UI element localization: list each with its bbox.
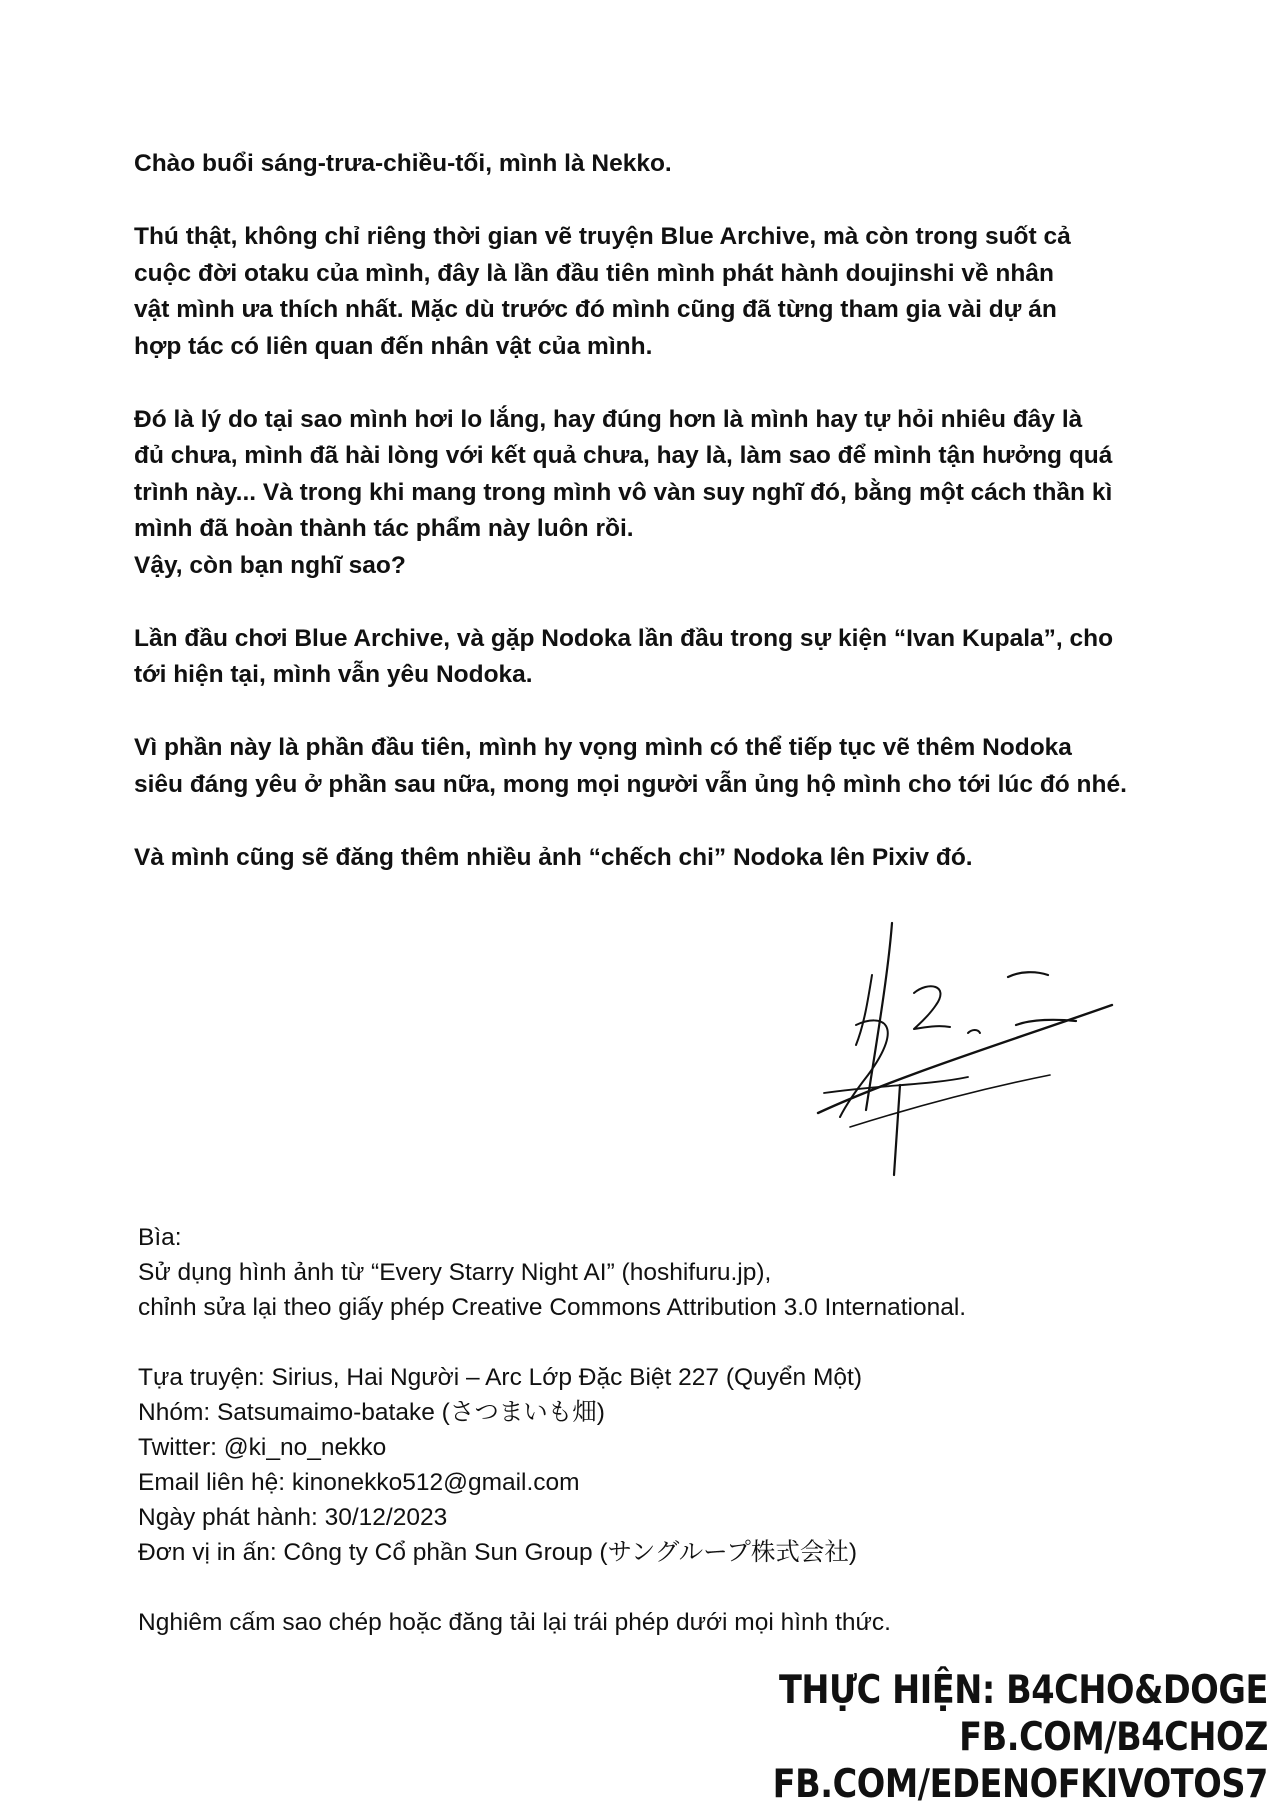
- copyright-notice: [138, 1605, 1138, 1640]
- afterword-letter: [134, 146, 1174, 913]
- letter-line: vật mình ưa thích nhất. Mặc dù trước đó mình cũng đã từng tham gia vài dự án: [134, 296, 1057, 323]
- greeting-paragraph: [134, 146, 1174, 183]
- next-part-paragraph: [134, 730, 1174, 803]
- release-date: Ngày phát hành: 30/12/2023: [138, 1504, 448, 1531]
- colophon: [138, 1220, 1138, 1675]
- letter-line: Lần đầu chơi Blue Archive, và gặp Nodoka lần đầu trong sự kiện “Ivan Kupala”, cho: [134, 624, 1114, 652]
- letter-line: Vậy, còn bạn nghĩ sao?: [134, 551, 406, 579]
- book-info: [138, 1360, 1138, 1570]
- nodoka-love-paragraph: [134, 621, 1174, 694]
- twitter-handle: Twitter: @ki_no_nekko: [138, 1434, 387, 1461]
- cover-source: Sử dụng hình ảnh từ “Every Starry Night AI” (hoshifuru.jp),: [138, 1259, 772, 1286]
- notice-text: Nghiêm cấm sao chép hoặc đăng tải lại trái phép dưới mọi hình thức.: [138, 1609, 891, 1636]
- pixiv-paragraph: [134, 840, 1174, 877]
- cover-license: chỉnh sửa lại theo giấy phép Creative Commons Attribution 3.0 International.: [138, 1294, 967, 1321]
- letter-line: cuộc đời otaku của mình, đây là lần đầu tiên mình phát hành doujinshi về nhân: [134, 259, 1054, 287]
- letter-line: Đó là lý do tại sao mình hơi lo lắng, hay đúng hơn là mình hay tự hỏi nhiêu đây là: [134, 405, 1083, 433]
- translator-credits: [773, 1667, 1268, 1808]
- credit-fb-b4choz: FB.COM/B4CHOZ: [959, 1715, 1268, 1760]
- book-title: Tựa truyện: Sirius, Hai Người – Arc Lớp Đặc Biệt 227 (Quyển Một): [138, 1364, 862, 1391]
- worries-paragraph: [134, 402, 1174, 585]
- first-doujinshi-paragraph: [134, 219, 1174, 365]
- letter-line: Và mình cũng sẽ đăng thêm nhiều ảnh “chếch chi” Nodoka lên Pixiv đó.: [134, 843, 973, 871]
- handwritten-signature: [810, 905, 1120, 1180]
- letter-line: đủ chưa, mình đã hài lòng với kết quả chưa, hay là, làm sao để mình tận hưởng quá: [134, 442, 1113, 469]
- letter-line: Thú thật, không chỉ riêng thời gian vẽ truyện Blue Archive, mà còn trong suốt cả: [134, 223, 1071, 250]
- letter-line: mình đã hoàn thành tác phẩm này luôn rồi.: [134, 515, 634, 542]
- cover-label: Bìa:: [138, 1224, 182, 1251]
- cover-credit: [138, 1220, 1138, 1325]
- letter-line: tới hiện tại, mình vẫn yêu Nodoka.: [134, 661, 533, 688]
- credit-fb-edenofkivotos7: FB.COM/EDENOFKIVOTOS7: [772, 1762, 1268, 1807]
- letter-line: Vì phần này là phần đầu tiên, mình hy vọng mình có thể tiếp tục vẽ thêm Nodoka: [134, 734, 1072, 761]
- credit-team: THỰC HIỆN: B4CHO&DOGE: [778, 1668, 1268, 1713]
- letter-line: hợp tác có liên quan đến nhân vật của mình.: [134, 332, 653, 360]
- circle-name: Nhóm: Satsumaimo-batake (さつまいも畑): [138, 1399, 605, 1426]
- letter-line: Chào buổi sáng-trưa-chiều-tối, mình là Nekko.: [134, 150, 672, 177]
- letter-line: trình này... Và trong khi mang trong mình vô vàn suy nghĩ đó, bằng một cách thần kì: [134, 478, 1113, 506]
- letter-line: siêu đáng yêu ở phần sau nữa, mong mọi người vẫn ủng hộ mình cho tới lúc đó nhé.: [134, 770, 1127, 798]
- printer: Đơn vị in ấn: Công ty Cổ phần Sun Group (サングループ株式会社): [138, 1539, 858, 1566]
- contact-email: Email liên hệ: kinonekko512@gmail.com: [138, 1469, 580, 1496]
